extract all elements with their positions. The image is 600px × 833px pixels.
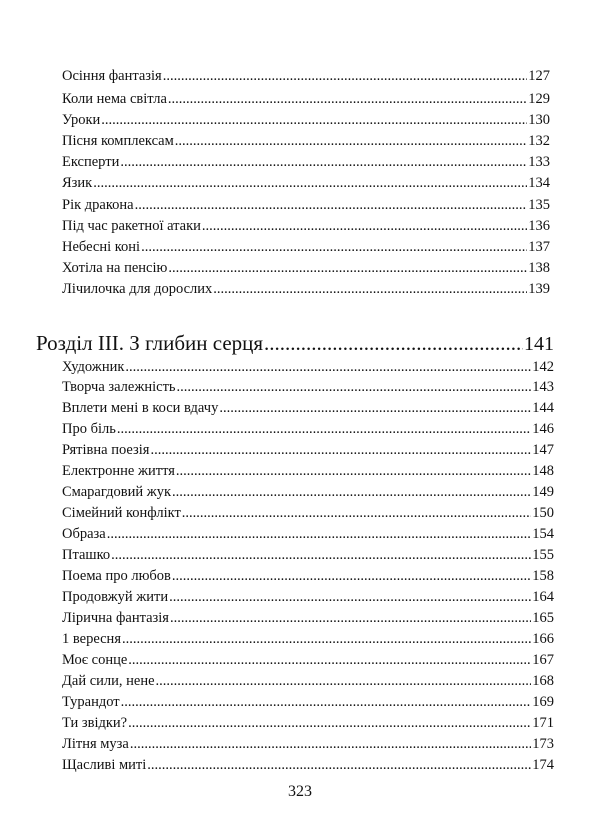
dot-leader bbox=[182, 503, 531, 523]
dot-leader bbox=[169, 587, 531, 607]
toc-entry bbox=[62, 755, 554, 775]
toc-entry bbox=[62, 419, 554, 439]
toc-entry bbox=[62, 89, 550, 109]
toc-entry-title: Уроки bbox=[62, 112, 101, 128]
dot-leader bbox=[219, 398, 531, 418]
toc-entry-title: Образа bbox=[62, 526, 106, 542]
dot-leader bbox=[130, 734, 531, 754]
toc-entry bbox=[62, 377, 554, 397]
dot-leader bbox=[175, 131, 527, 151]
section-heading-title: Розділ ІІІ. З глибин серця bbox=[36, 331, 264, 355]
toc-entry-title: Рятівна поезія bbox=[62, 442, 150, 458]
toc-entry-title: Художник bbox=[62, 359, 125, 375]
dot-leader bbox=[141, 237, 527, 257]
toc-entry-page: 154 bbox=[532, 526, 554, 542]
toc-entry-page: 149 bbox=[532, 484, 554, 500]
toc-entry-page: 130 bbox=[528, 112, 550, 128]
toc-entry-title: Електронне життя bbox=[62, 463, 175, 479]
toc-entry-title: Творча залежність bbox=[62, 379, 176, 395]
toc-entry bbox=[62, 258, 550, 278]
dot-leader bbox=[125, 357, 531, 377]
toc-entry bbox=[62, 524, 554, 544]
dot-leader bbox=[213, 279, 527, 299]
toc-entry bbox=[62, 608, 554, 628]
toc-entry bbox=[62, 713, 554, 733]
toc-entry-page: 144 bbox=[532, 400, 554, 416]
toc-entry-page: 143 bbox=[532, 379, 554, 395]
dot-leader bbox=[121, 692, 532, 712]
toc-entry-page: 164 bbox=[532, 589, 554, 605]
toc-entry-title: Поема про любов bbox=[62, 568, 171, 584]
toc-entry-page: 174 bbox=[532, 757, 554, 773]
toc-entry bbox=[62, 152, 550, 172]
toc-entry-page: 171 bbox=[532, 715, 554, 731]
toc-entry bbox=[62, 279, 550, 299]
toc-entry-page: 166 bbox=[532, 631, 554, 647]
toc-entry bbox=[62, 692, 554, 712]
toc-entry-page: 132 bbox=[528, 133, 550, 149]
toc-entry-title: Хотіла на пенсію bbox=[62, 260, 168, 276]
dot-leader bbox=[177, 377, 532, 397]
toc-entry-title: Смарагдовий жук bbox=[62, 484, 172, 500]
toc-entry-page: 148 bbox=[532, 463, 554, 479]
toc-entry bbox=[62, 237, 550, 257]
toc-entry bbox=[62, 440, 554, 460]
dot-leader bbox=[128, 713, 531, 733]
toc-entry-page: 137 bbox=[528, 239, 550, 255]
toc-entry bbox=[62, 131, 550, 151]
toc-entry-title: Під час ракетної атаки bbox=[62, 218, 201, 234]
toc-entry bbox=[62, 503, 554, 523]
dot-leader bbox=[172, 482, 531, 502]
toc-entry-page: 139 bbox=[528, 281, 550, 297]
toc-entry-page: 138 bbox=[528, 260, 550, 276]
toc-entry-title: Пісня комплексам bbox=[62, 133, 174, 149]
toc-entry bbox=[62, 650, 554, 670]
toc-entry-page: 142 bbox=[532, 359, 554, 375]
toc-entry bbox=[62, 357, 554, 377]
toc-entry-page: 167 bbox=[532, 652, 554, 668]
toc-entry-title: Пташко bbox=[62, 547, 111, 563]
toc-entry-page: 165 bbox=[532, 610, 554, 626]
dot-leader bbox=[168, 258, 527, 278]
toc-entry-page: 173 bbox=[532, 736, 554, 752]
toc-entry-title: Осіння фантазія bbox=[62, 68, 162, 84]
toc-entry-page: 169 bbox=[532, 694, 554, 710]
dot-leader bbox=[120, 152, 527, 172]
dot-leader bbox=[264, 329, 523, 357]
dot-leader bbox=[122, 629, 531, 649]
toc-entry-title: Ти звідки? bbox=[62, 715, 128, 731]
toc-entry-title: Рік дракона bbox=[62, 197, 134, 213]
toc-entry-title: Язик bbox=[62, 175, 93, 191]
toc-entry bbox=[62, 461, 554, 481]
dot-leader bbox=[176, 461, 531, 481]
toc-entry-title: Моє сонце bbox=[62, 652, 128, 668]
toc-entry bbox=[62, 216, 550, 236]
toc-entry bbox=[62, 566, 554, 586]
toc-entry-title: Дай сили, нене bbox=[62, 673, 155, 689]
section-heading bbox=[36, 329, 554, 357]
toc-entry bbox=[62, 482, 554, 502]
dot-leader bbox=[156, 671, 532, 691]
toc-entry bbox=[62, 629, 554, 649]
toc-entry-title: Лічилочка для дорослих bbox=[62, 281, 213, 297]
toc-entry-page: 168 bbox=[532, 673, 554, 689]
toc-entry-title: Продовжуй жити bbox=[62, 589, 169, 605]
toc-entry-page: 158 bbox=[532, 568, 554, 584]
toc-entry-title: Турандот bbox=[62, 694, 120, 710]
toc-entry bbox=[62, 545, 554, 565]
dot-leader bbox=[163, 66, 528, 86]
toc-entry bbox=[62, 66, 550, 86]
toc-entry-title: Експерти bbox=[62, 154, 120, 170]
toc-entry-title: Коли нема світла bbox=[62, 91, 167, 107]
dot-leader bbox=[107, 524, 532, 544]
toc-entry-page: 146 bbox=[532, 421, 554, 437]
toc-entry-page: 127 bbox=[528, 68, 550, 84]
toc-entry bbox=[62, 398, 554, 418]
toc-entry bbox=[62, 587, 554, 607]
toc-entry bbox=[62, 734, 554, 754]
toc-entry-page: 133 bbox=[528, 154, 550, 170]
toc-entry-title: Літня муза bbox=[62, 736, 129, 752]
toc-entry-title: Щасливі миті bbox=[62, 757, 147, 773]
toc-entry-page: 129 bbox=[528, 91, 550, 107]
toc-entry bbox=[62, 173, 550, 193]
dot-leader bbox=[170, 608, 531, 628]
toc-entry bbox=[62, 195, 550, 215]
toc-entry bbox=[62, 671, 554, 691]
toc-entry-page: 135 bbox=[528, 197, 550, 213]
toc-entry-title: Небесні коні bbox=[62, 239, 141, 255]
toc-entry-title: Лірична фантазія bbox=[62, 610, 169, 626]
dot-leader bbox=[111, 545, 531, 565]
dot-leader bbox=[168, 89, 527, 109]
dot-leader bbox=[128, 650, 531, 670]
toc-entry bbox=[62, 110, 550, 130]
toc-entry-title: 1 вересня bbox=[62, 631, 121, 647]
toc-entry-page: 150 bbox=[532, 505, 554, 521]
page-number: 323 bbox=[288, 783, 312, 800]
dot-leader bbox=[117, 419, 531, 439]
toc-entry-page: 147 bbox=[532, 442, 554, 458]
dot-leader bbox=[147, 755, 531, 775]
toc-entry-page: 134 bbox=[528, 175, 550, 191]
toc-entry-page: 136 bbox=[528, 218, 550, 234]
dot-leader bbox=[202, 216, 527, 236]
toc-entry-title: Про біль bbox=[62, 421, 116, 437]
dot-leader bbox=[101, 110, 527, 130]
dot-leader bbox=[172, 566, 531, 586]
toc-entry-title: Вплети мені в коси вдачу bbox=[62, 400, 219, 416]
dot-leader bbox=[150, 440, 531, 460]
section-heading-page: 141 bbox=[524, 333, 554, 355]
dot-leader bbox=[93, 173, 527, 193]
toc-entry-page: 155 bbox=[532, 547, 554, 563]
toc-entry-title: Сімейний конфлікт bbox=[62, 505, 181, 521]
dot-leader bbox=[135, 195, 528, 215]
